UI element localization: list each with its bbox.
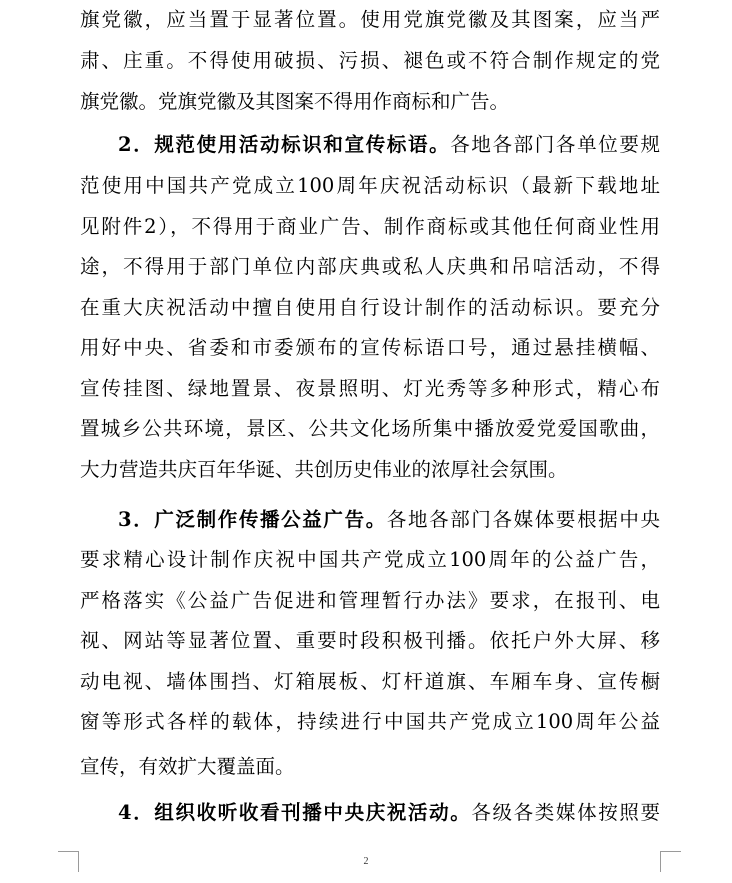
paragraph-line: 要求精心设计制作庆祝中国共产党成立100周年的公益广告，	[80, 548, 660, 571]
paragraph-line: 动电视、墙体围挡、灯箱展板、灯杆道旗、车厢车身、宣传橱	[80, 670, 660, 693]
section-heading: 2．规范使用活动标识和宣传标语。	[118, 133, 451, 156]
paragraph-line: 视、网站等显著位置、重要时段积极刊播。依托户外大屏、移	[80, 629, 660, 652]
page-number: 2	[363, 856, 369, 867]
paragraph-text: 各地各部门各单位要规	[450, 133, 660, 156]
margin-corner-mark-right	[660, 851, 681, 872]
paragraph-line: 范使用中国共产党成立100周年庆祝活动标识（最新下载地址	[80, 174, 660, 197]
paragraph-line: 在重大庆祝活动中擅自使用自行设计制作的活动标识。要充分	[80, 296, 660, 319]
paragraph-line: 窗等形式各样的载体，持续进行中国共产党成立100周年公益	[80, 710, 660, 733]
paragraph-line: 见附件2），不得用于商业广告、制作商标或其他任何商业性用	[80, 215, 660, 238]
paragraph-line: 肃、庄重。不得使用破损、污损、褪色或不符合制作规定的党	[80, 49, 660, 72]
section-heading: 4．组织收听收看刊播中央庆祝活动。	[118, 801, 472, 824]
paragraph-first-line	[118, 129, 660, 161]
paragraph-line: 用好中央、省委和市委颁布的宣传标语口号，通过悬挂横幅、	[80, 336, 660, 359]
paragraph-line: 途，不得用于部门单位内部庆典或私人庆典和吊唁活动，不得	[80, 255, 660, 278]
section-heading: 3．广泛制作传播公益广告。	[118, 508, 387, 531]
paragraph-text: 各地各部门各媒体要根据中央	[386, 508, 660, 531]
paragraph-line: 宣传挂图、绿地置景、夜景照明、灯光秀等多种形式，精心布	[80, 377, 660, 400]
paragraph-first-line	[118, 797, 660, 829]
paragraph-text: 各级各类媒体按照要	[471, 801, 660, 824]
paragraph-line: 旗党徽，应当置于显著位置。使用党旗党徽及其图案，应当严	[80, 8, 660, 31]
paragraph-first-line	[118, 504, 660, 536]
paragraph-line: 严格落实《公益广告促进和管理暂行办法》要求，在报刊、电	[80, 589, 660, 612]
paragraph-line: 大力营造共庆百年华诞、共创历史伟业的浓厚社会氛围。	[80, 458, 568, 481]
paragraph-line: 置城乡公共环境，景区、公共文化场所集中播放爱党爱国歌曲，	[80, 417, 660, 440]
paragraph-line: 宣传，有效扩大覆盖面。	[80, 755, 295, 778]
margin-corner-mark-left	[58, 851, 79, 872]
paragraph-line: 旗党徽。党旗党徽及其图案不得用作商标和广告。	[80, 90, 510, 113]
